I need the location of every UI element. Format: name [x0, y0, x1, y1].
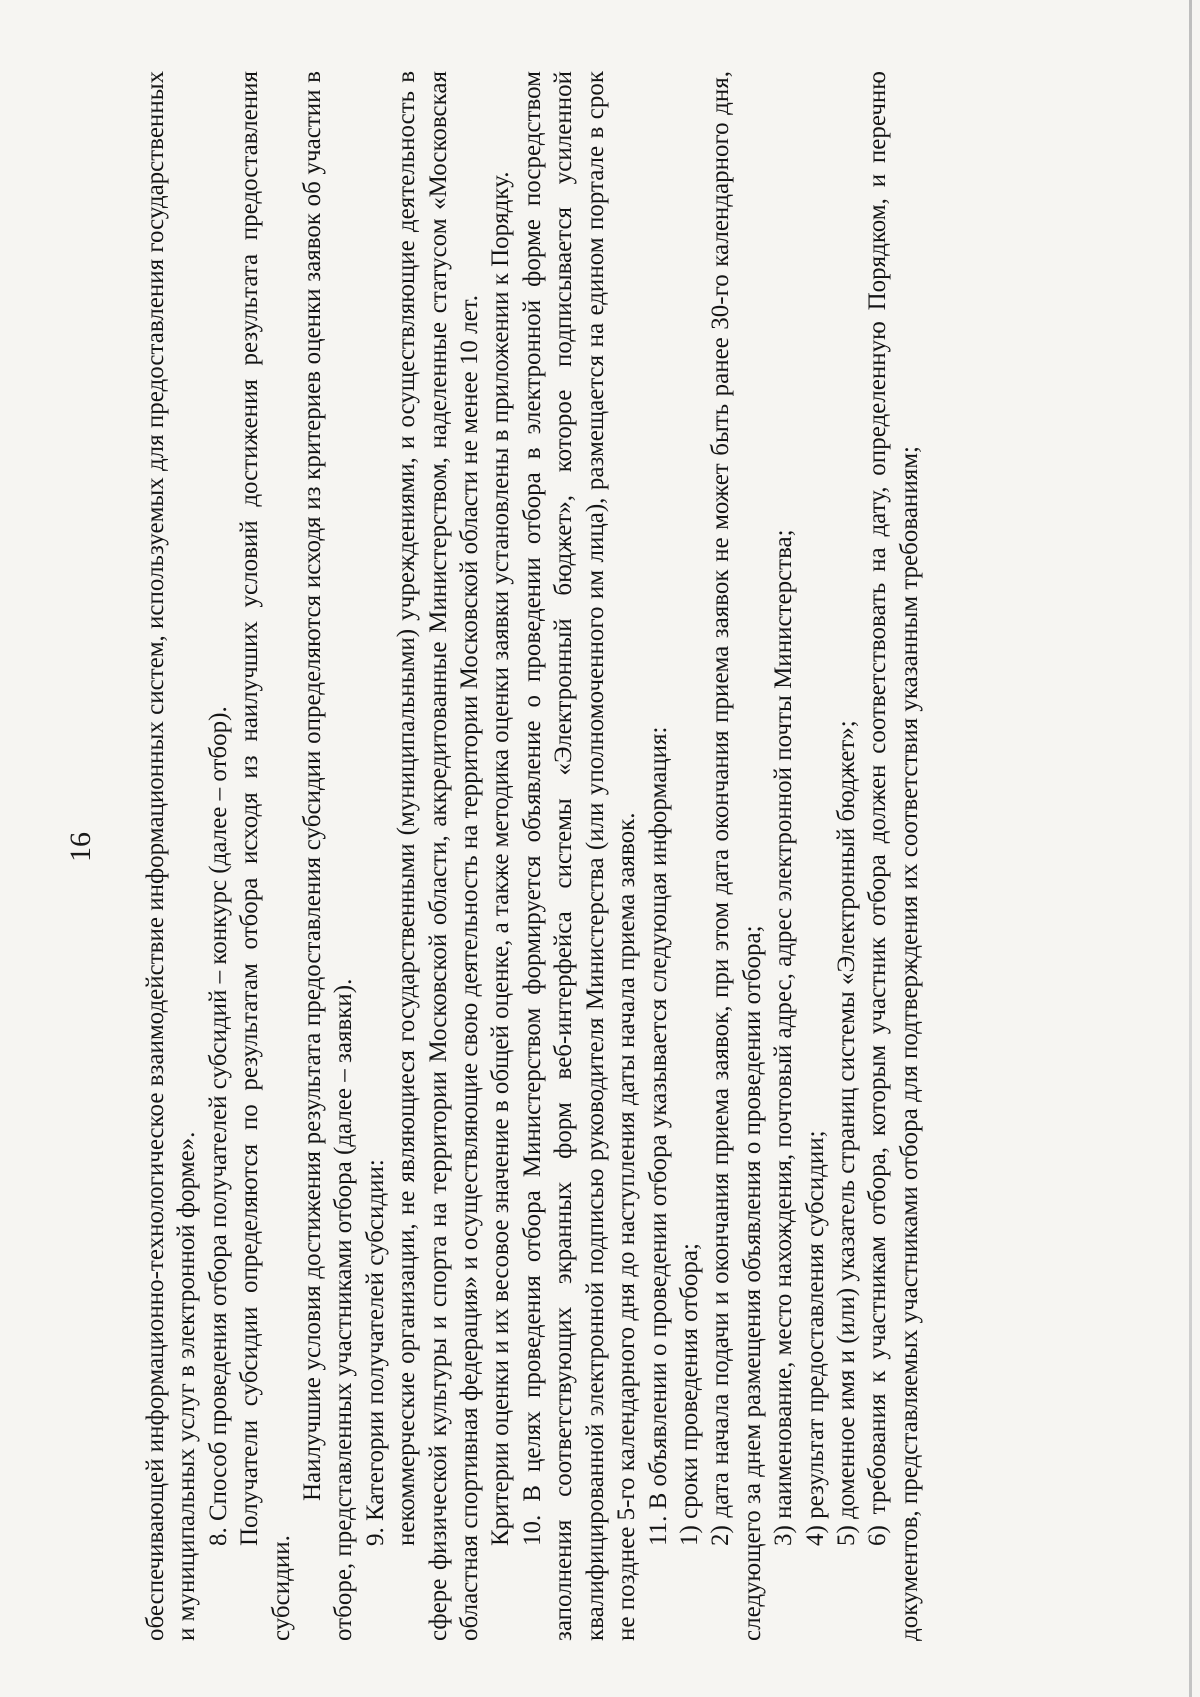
paragraph: 1) сроки проведения отбора; — [675, 1243, 703, 1546]
paragraph: 9. Категории получателей субсидии: — [361, 1159, 389, 1546]
paragraph: Критерии оценки и их весовое значение в общей оценке, а также методика оценки заявки установлены в приложении к Порядку. — [487, 171, 515, 1546]
paragraph: 3) наименование, место нахождения, почтовый адрес, адрес электронной почты Министерства; — [770, 529, 798, 1546]
paragraph: 2) дата начала подачи и окончания приема заявок, при этом дата окончания приема заявок не может быть ранее 30-го календарного дня, следующего за днем размещения объявления о проведении отбора; — [707, 71, 766, 1641]
paragraph: 11. В объявлении о проведении отбора указывается следующая информация: — [644, 726, 672, 1546]
paragraph: 4) результат предоставления субсидии; — [801, 1130, 829, 1546]
body-text — [140, 71, 925, 1641]
paragraph: некоммерческие организации, не являющиеся государственными (муниципальными) учреждениями, и осуществляющие деятельность в сфере физической культуры и спорта на территории Московской области, аккредитованные Министерством, наделенные статусом «Московская областная спортивная федерация» и осуществляющие свою деятельность на территории Московской области не менее 10 лет. — [393, 71, 484, 1641]
paragraph: 10. В целях проведения отбора Министерством формируется объявление о проведении отбора в электронной форме посредством заполнения соответствующих экранных форм веб-интерфейса системы «Электронный бюджет», которое подписывается усиленной квалифицированной электронной подписью руководителя Министерства (или уполномоченного им лица), размещается на едином портале в срок не позднее 5-го календарного дня до наступления даты начала приема заявок. — [518, 71, 641, 1641]
page-number: 16 — [64, 832, 97, 862]
paragraph: 8. Способ проведения отбора получателей субсидий – конкурс (далее – отбор). — [204, 706, 232, 1546]
paragraph: Получатели субсидии определяются по результатам отбора исходя из наилучших условий достижения результата предоставления субсидии. — [236, 71, 295, 1641]
paragraph: обеспечивающей информационно-технологическое взаимодействие информационных систем, используемых для предоставления государственных и муниципальных услуг в электронной форме». — [142, 71, 201, 1641]
paragraph: 6) требования к участникам отбора, которым участник отбора должен соответствовать на дату, определенную Порядком, и перечню документов, представляемых участниками отбора для подтверждения их соответствия указанным требованиям; — [864, 71, 923, 1641]
paragraph: 5) доменное имя и (или) указатель страниц системы «Электронный бюджет»; — [832, 720, 860, 1546]
paragraph: Наилучшие условия достижения результата предоставления субсидии определяются исходя из критериев оценки заявок об участии в отборе, представленных участниками отбора (далее – заявки). — [299, 71, 358, 1641]
